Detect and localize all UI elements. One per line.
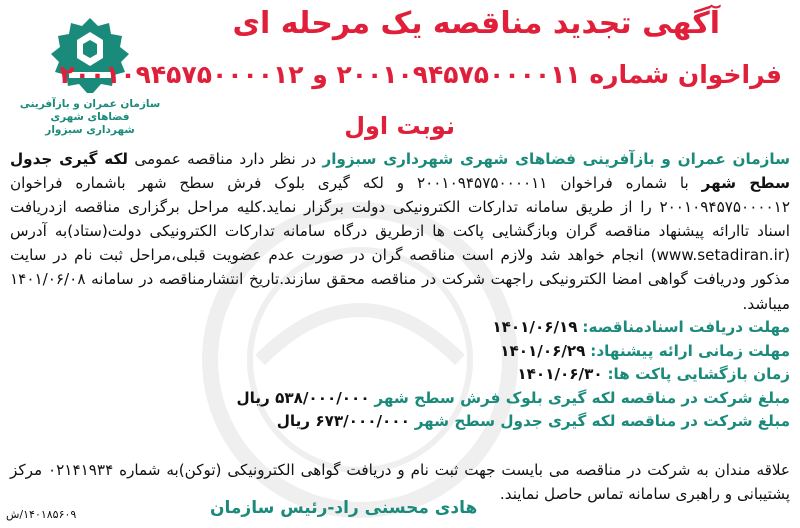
body-part2: با شماره فراخوان ۲۰۰۱۰۹۴۵۷۵۰۰۰۰۱۱ و لکه گیری بلوک فرش سطح شهر باشماره فراخوان ۲۰۰۱۰۹۴۵۷۵۰۰۰۰۱۲ را از طریق سامانه تدارکات الکترونیکی دولت برگزار نماید.کلیه مراحل برگزاری مناقصه ازدریافت اسناد تاارائه پیشنهاد مناقصه گران وبازگشایی پاکت ها ازطریق درگاه سامانه تدارکات الکترونیکی دولت(ستاد)به آدرس (www.setadiran.ir) انجام خواهد شد ولازم است مناقصه گران در صورت عدم عضویت قبلی،مراحل ثبت نام در سایت مذکور ودریافت گواهی امضا الکترونیکی راجهت شرکت در مناقصه محقق سازند.تاریخ انتشارمناقصه در سامانه ۱۴۰۱/۰۶/۰۸ میباشد. — [10, 174, 790, 313]
deadline-label: مهلت دریافت اسنادمناقصه: — [582, 318, 790, 336]
deadline-value: ۶۷۳/۰۰۰/۰۰۰ ریال — [276, 412, 410, 430]
notice-round: نوبت اول — [344, 112, 455, 140]
deadline-row — [10, 340, 790, 364]
notice-body — [10, 147, 790, 316]
deadline-label: مهلت زمانی ارائه پیشنهاد: — [590, 341, 790, 360]
tender-subject: لکه گیری جدول سطح شهر — [10, 150, 791, 193]
deadline-row — [10, 410, 790, 434]
deadline-row — [10, 387, 790, 411]
deadline-value: ۱۴۰۱/۰۶/۱۹ — [492, 318, 578, 336]
deadline-label: زمان بازگشایی پاکت ها: — [607, 365, 790, 383]
deadline-row — [10, 316, 790, 340]
contact-note: علاقه مندان به شرکت در مناقصه می بایست جهت ثبت نام و دریافت گواهی الکترونیکی (توکن)به شماره ۰۲۱۴۱۹۳۴ مرکز پشتیبانی و راهبری سامانه تماس حاصل نمایند. — [10, 461, 790, 503]
deadline-value: ۱۴۰۱/۰۶/۳۰ — [517, 365, 603, 383]
reference-number: ۱۴۰۱۸۵۶۰۹/ش — [6, 508, 77, 521]
organization-name: سازمان عمران و بازآفرینی فضاهای شهری شهرداری سبزوار — [322, 150, 791, 168]
deadline-row — [10, 363, 790, 387]
deadlines-list — [10, 316, 790, 434]
notice-subtitle: فراخوان شماره ۲۰۰۱۰۹۴۵۷۵۰۰۰۰۱۱ و ۲۰۰۱۰۹۴۵۷۵۰۰۰۰۱۲ — [59, 60, 782, 89]
deadline-label: مبلغ شرکت در مناقصه لکه گیری جدول سطح شهر — [414, 412, 790, 430]
logo-caption-line1: سازمان عمران و بازآفرینی فضاهای شهری — [19, 98, 161, 123]
deadline-value: ۵۳۸/۰۰۰/۰۰۰ ریال — [236, 388, 370, 407]
deadline-label: مبلغ شرکت در مناقصه لکه گیری بلوک فرش سطح شهر — [374, 388, 790, 407]
notice-title: آگهی تجدید مناقصه یک مرحله ای — [232, 6, 720, 41]
body-part1: در نظر دارد مناقصه عمومی — [128, 150, 323, 168]
signature: هادی محسنی راد-رئیس سازمان — [210, 498, 478, 518]
deadline-value: ۱۴۰۱/۰۶/۲۹ — [500, 341, 586, 360]
logo-caption-line2: شهرداری سبزوار — [45, 124, 135, 136]
